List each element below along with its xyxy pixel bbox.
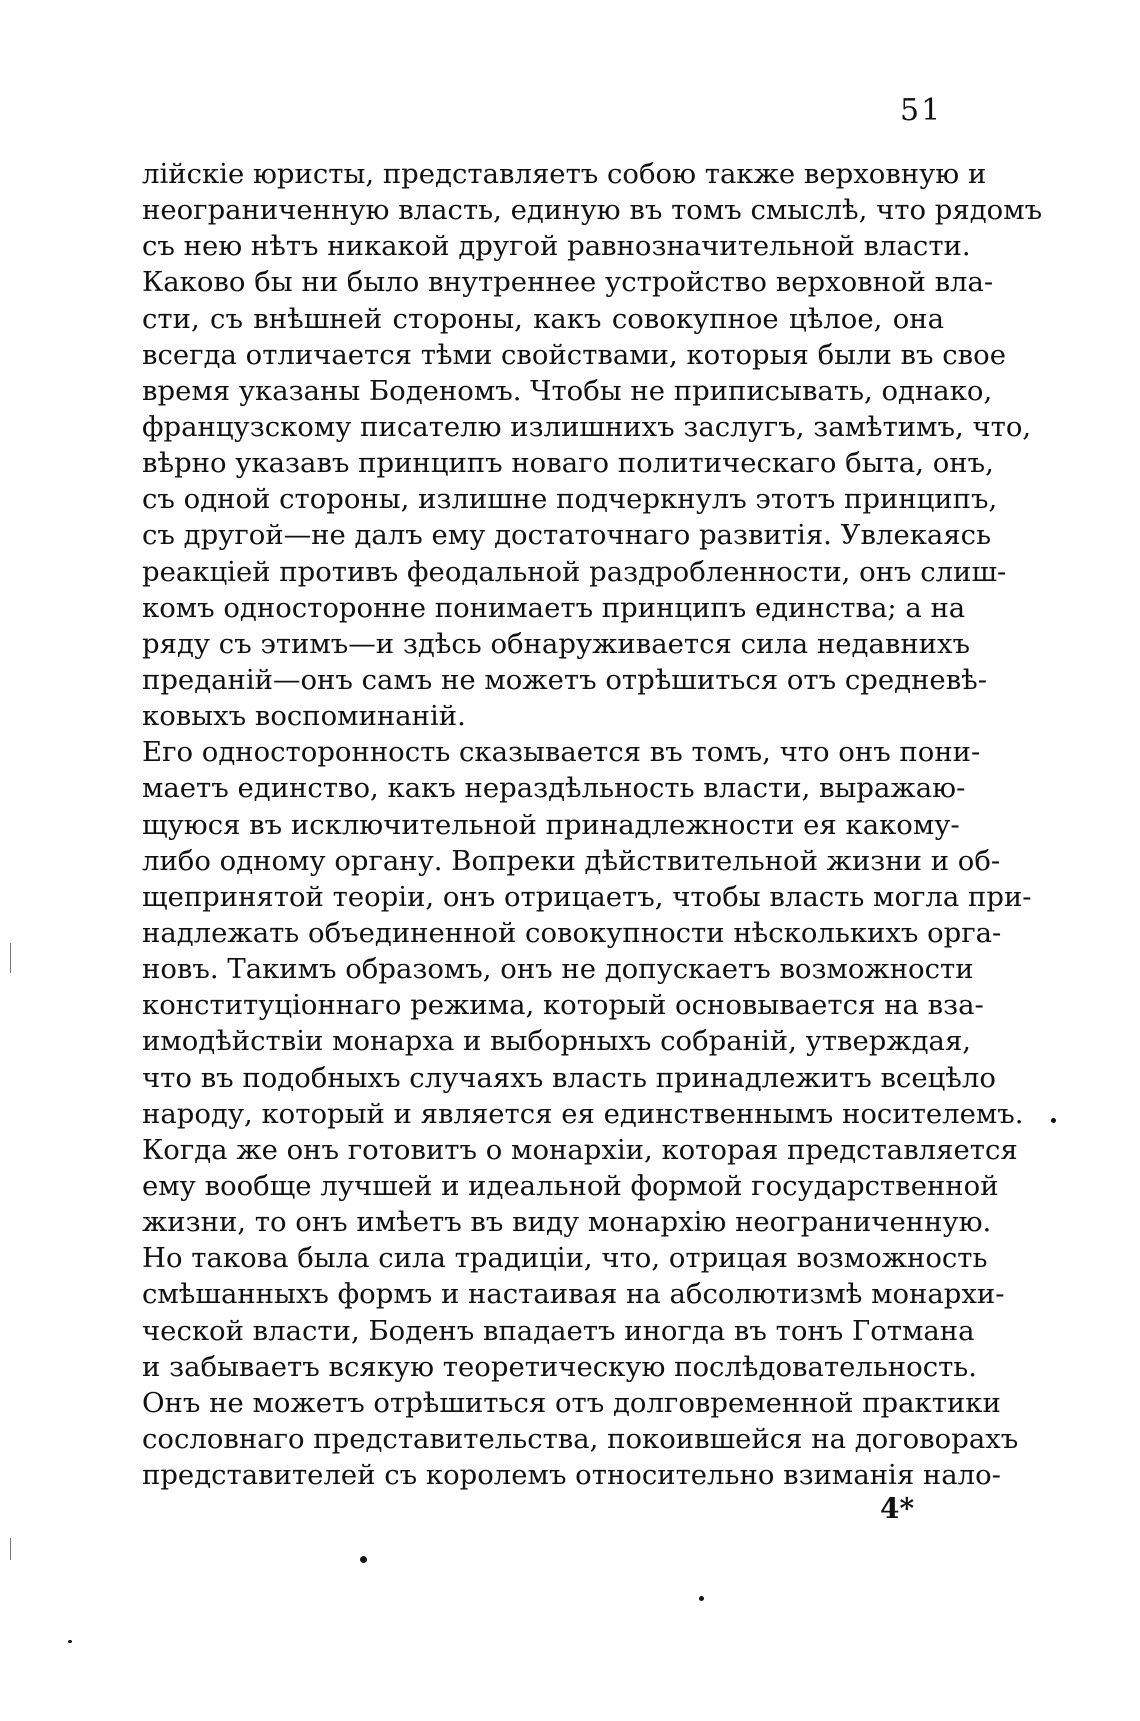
- text-line: что въ подобныхъ случаяхъ власть принадлежитъ всецѣло: [142, 1061, 996, 1094]
- scan-edge-mark: [10, 1538, 11, 1560]
- text-line: ческой власти, Боденъ впадаетъ иногда въ тонъ Готмана: [142, 1314, 975, 1347]
- text-line: смѣшанныхъ формъ и настаивая на абсолютизмѣ монархи-: [142, 1278, 1005, 1311]
- text-line: комъ односторонне понимаетъ принципъ единства; а на: [142, 591, 966, 624]
- text-line: всегда отличается тѣми свойствами, которыя были въ свое: [142, 338, 1006, 371]
- text-line: съ одной стороны, излишне подчеркнулъ этотъ принципъ,: [142, 483, 998, 516]
- ink-speck: [699, 1596, 704, 1601]
- text-line: представителей съ королемъ относительно взиманія нало-: [142, 1459, 1001, 1492]
- text-line: Онъ не можетъ отрѣшиться отъ долговременной практики: [142, 1386, 1001, 1419]
- text-line: имодѣйствіи монарха и выборныхъ собраній, утверждая,: [142, 1025, 972, 1058]
- text-line: либо одному органу. Вопреки дѣйствительной жизни и об-: [142, 844, 1001, 877]
- text-line: Его односторонность сказывается въ томъ, что онъ пони-: [142, 736, 981, 769]
- text-line: щепринятой теоріи, онъ отрицаетъ, чтобы власть могла при-: [142, 880, 1032, 913]
- text-line: новъ. Такимъ образомъ, онъ не допускаетъ возможности: [142, 953, 974, 986]
- signature-mark: 4*: [880, 1492, 915, 1525]
- text-line: маетъ единство, какъ нераздѣльность власти, выражаю-: [142, 772, 966, 805]
- text-line: конституціоннаго режима, который основывается на вза-: [142, 989, 984, 1022]
- ink-speck: [360, 1556, 367, 1563]
- text-line: сословнаго представительства, покоившейся на договорахъ: [142, 1422, 1019, 1455]
- text-line: народу, который и является ея единственнымъ носителемъ.: [142, 1097, 1024, 1130]
- text-line: время указаны Боденомъ. Чтобы не приписывать, однако,: [142, 374, 993, 407]
- ink-speck: [68, 1640, 72, 1643]
- text-line: жизни, то онъ имѣетъ въ виду монархію неограниченную.: [142, 1206, 992, 1239]
- text-line: неограниченную власть, единую въ томъ смыслѣ, что рядомъ: [142, 194, 1043, 227]
- text-line: съ нею нѣтъ никакой другой равнозначительной власти.: [142, 230, 971, 263]
- page-number: 51: [900, 93, 943, 128]
- text-line: Каково бы ни было внутреннее устройство верховной вла-: [142, 266, 994, 299]
- body-text: [142, 156, 1043, 1493]
- text-line: съ другой—не далъ ему достаточнаго развитія. Увлекаясь: [142, 519, 992, 552]
- text-line: лійскіе юристы, представляетъ собою также верховную и: [142, 158, 987, 190]
- ink-speck: [1051, 1118, 1056, 1123]
- text-line: ряду съ этимъ—и здѣсь обнаруживается сила недавнихъ: [142, 627, 970, 660]
- scan-edge-mark: [10, 943, 11, 973]
- text-line: французскому писателю излишнихъ заслугъ, замѣтимъ, что,: [142, 410, 1032, 443]
- text-line: преданій—онъ самъ не можетъ отрѣшиться отъ средневѣ-: [142, 663, 988, 696]
- text-line: вѣрно указавъ принципъ новаго политическаго быта, онъ,: [142, 447, 994, 480]
- text-line: ковыхъ воспоминаній.: [142, 700, 466, 733]
- text-line: надлежать объединенной совокупности нѣсколькихъ орга-: [142, 916, 1002, 949]
- text-line: Когда же онъ готовитъ о монархіи, которая представляется: [142, 1133, 1018, 1166]
- text-line: и забываетъ всякую теоретическую послѣдовательность.: [142, 1350, 978, 1383]
- text-line: реакціей противъ феодальной раздробленности, онъ слиш-: [142, 555, 1007, 588]
- text-line: сти, съ внѣшней стороны, какъ совокупное цѣлое, она: [142, 302, 944, 335]
- text-line: ему вообще лучшей и идеальной формой государственной: [142, 1169, 999, 1202]
- text-line: щуюся въ исключительной принадлежности ея какому-: [142, 808, 960, 841]
- text-line: Но такова была сила традиціи, что, отрицая возможность: [142, 1242, 988, 1275]
